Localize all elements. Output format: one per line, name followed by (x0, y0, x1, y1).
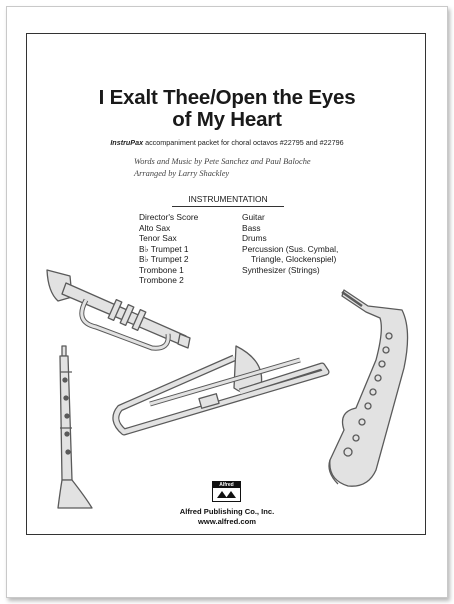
instrument-item: Synthesizer (Strings) (242, 264, 320, 275)
instrument-item: Trombone 1 (139, 264, 184, 275)
instrument-item: Alto Sax (139, 222, 171, 233)
clarinet-icon (58, 346, 92, 508)
trumpet-icon (47, 270, 190, 348)
instrument-item: Director's Score (139, 212, 199, 222)
instrument-item: B♭ Trumpet 1 (139, 243, 189, 254)
instrument-item: B♭ Trumpet 2 (139, 254, 189, 264)
instrumentation-heading: INSTRUMENTATION (172, 194, 284, 207)
logo-mark-icon (216, 490, 237, 499)
instrument-item: Trombone 2 (139, 275, 184, 285)
title-line-2: of My Heart (172, 108, 282, 131)
instrument-item: Triangle, Glockenspiel) (251, 254, 337, 264)
logo-wordmark: Alfred (213, 482, 240, 488)
alfred-logo (212, 481, 241, 502)
credit-words-music: Words and Music by Pete Sanchez and Paul Baloche (134, 157, 311, 166)
title-line-1: I Exalt Thee/Open the Eyes (98, 86, 356, 109)
subtitle-brand: InstruPax (110, 138, 144, 147)
instrument-item: Bass (242, 222, 261, 233)
instrument-item: Percussion (Sus. Cymbal, (242, 243, 339, 254)
credit-arranger: Arranged by Larry Shackley (134, 169, 230, 178)
instrument-item: Tenor Sax (139, 233, 177, 243)
instrument-item: Guitar (242, 212, 265, 222)
saxophone-icon (329, 290, 408, 486)
publisher-url[interactable]: www.alfred.com (198, 517, 256, 526)
subtitle-text: accompaniment packet for choral octavos #22795 and #22796 (143, 138, 344, 147)
publisher-name: Alfred Publishing Co., Inc. (179, 507, 275, 516)
instrument-item: Drums (242, 233, 267, 243)
trombone-icon (116, 346, 326, 432)
